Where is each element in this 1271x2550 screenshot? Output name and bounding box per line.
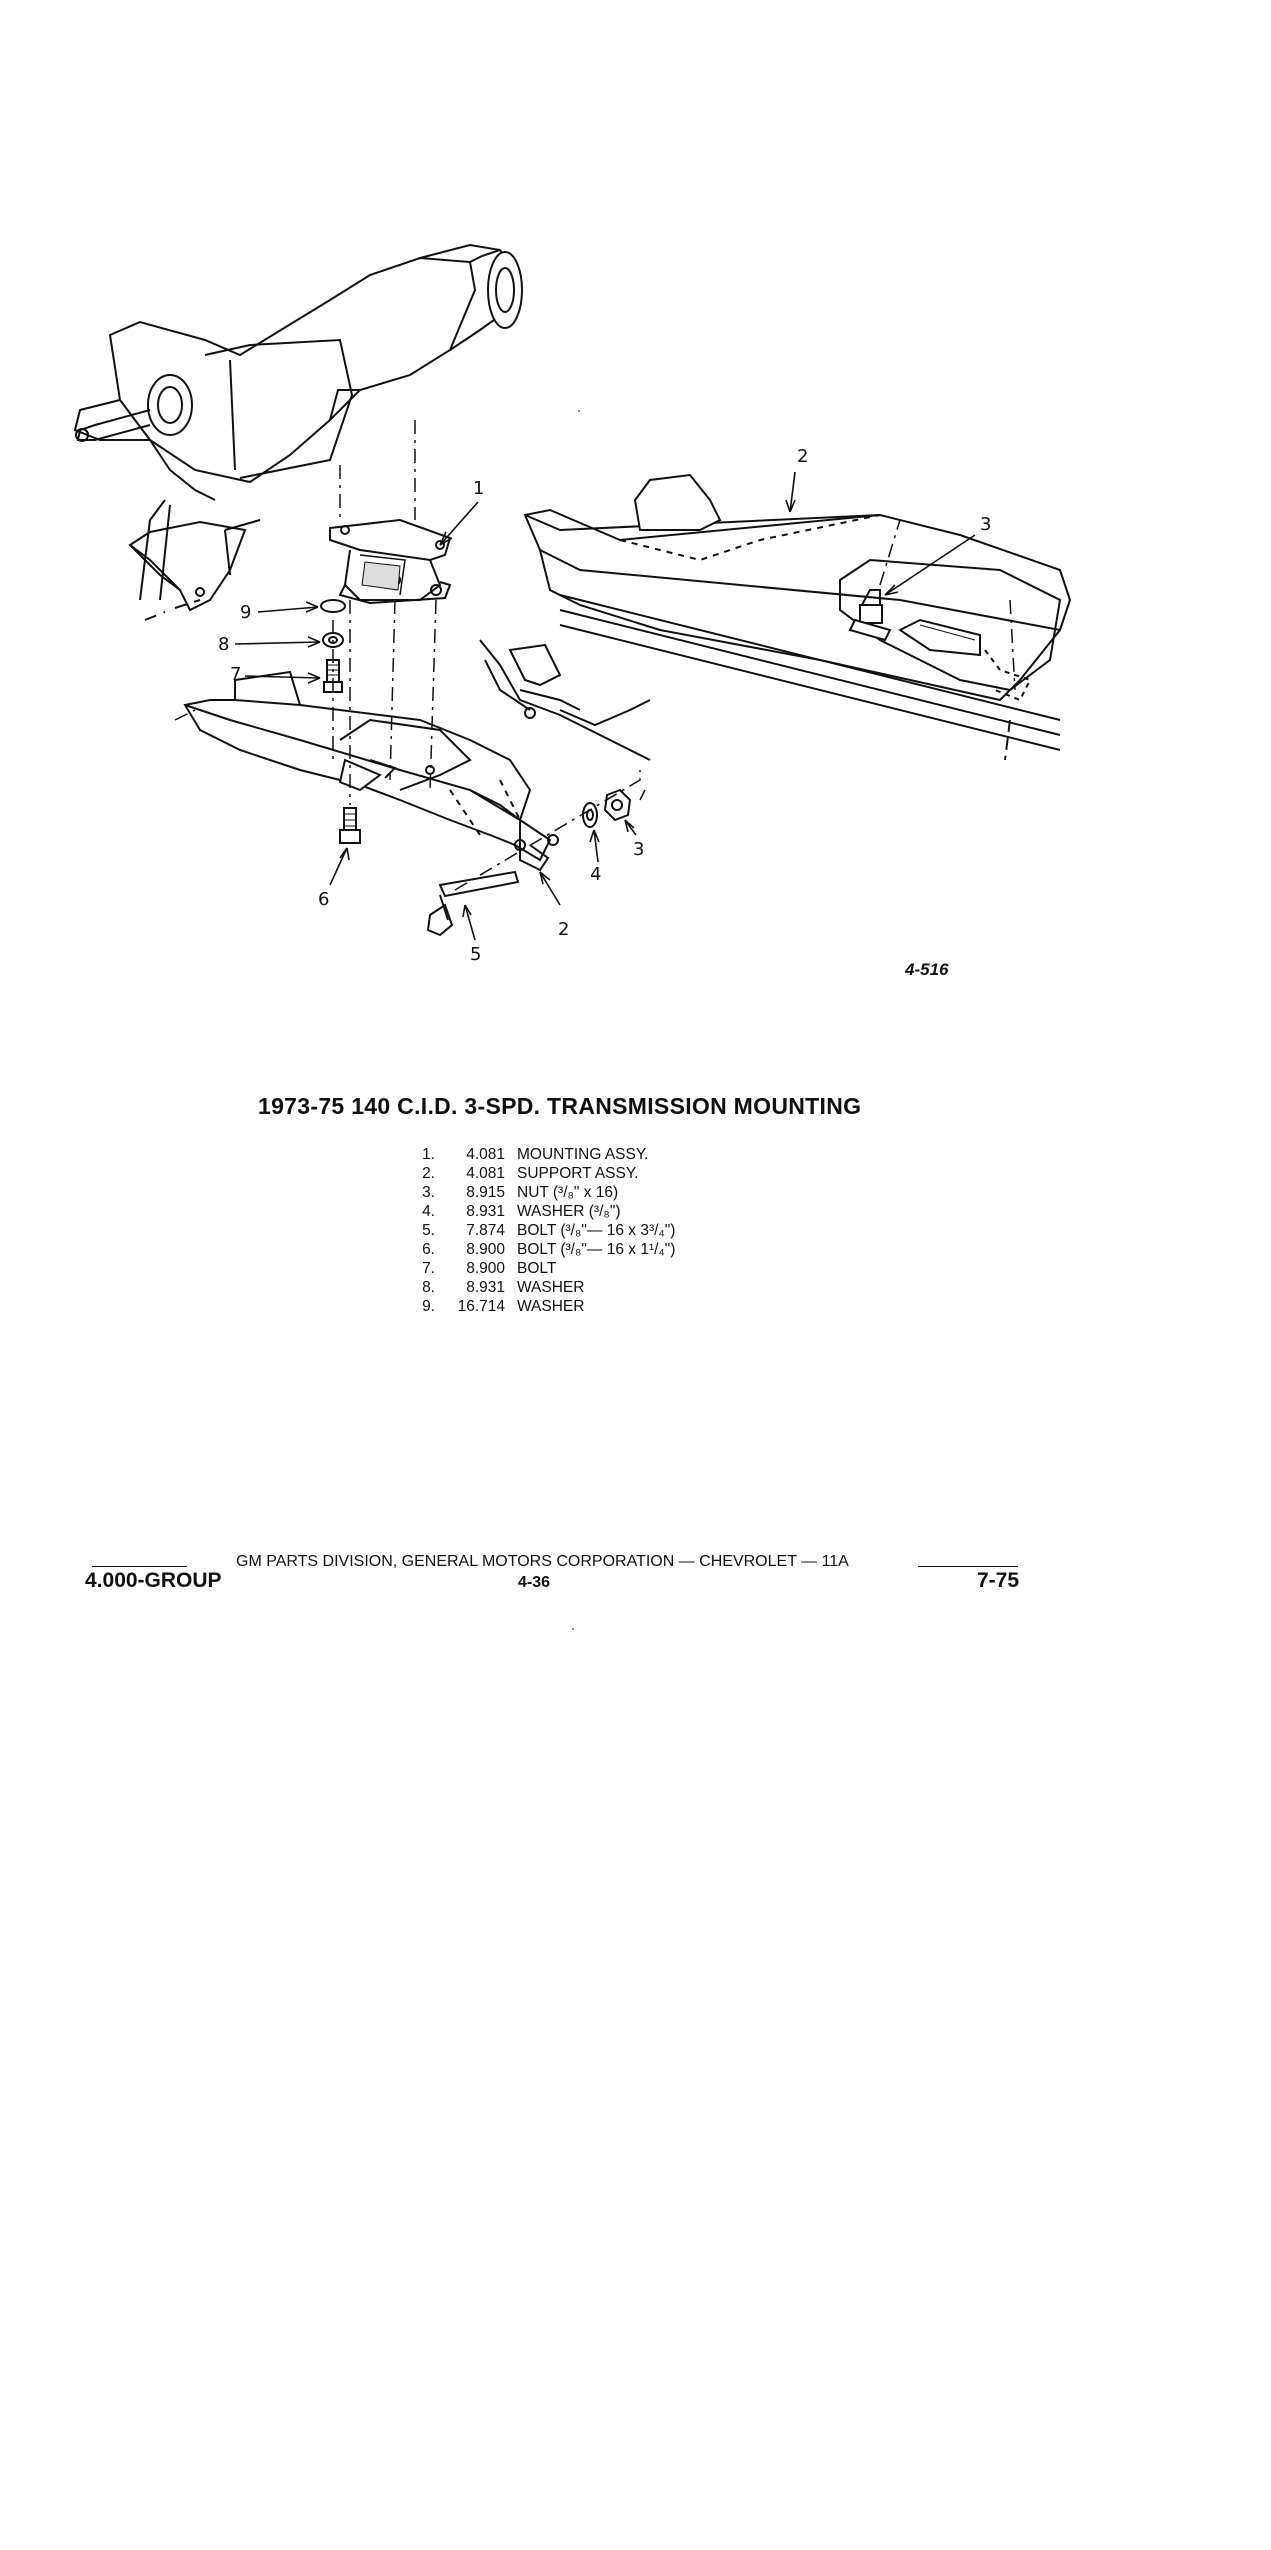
callout-1: 1 bbox=[473, 478, 485, 499]
callout-3-left: 3 bbox=[633, 839, 645, 860]
part-description: MOUNTING ASSY. bbox=[517, 1146, 649, 1163]
callout-9: 9 bbox=[240, 602, 252, 623]
support-assembly-drawing bbox=[185, 672, 558, 870]
part-number: 4. bbox=[422, 1203, 435, 1220]
mounting-assembly-drawing bbox=[330, 520, 450, 603]
parts-list-row bbox=[405, 1202, 675, 1221]
part-description: SUPPORT ASSY. bbox=[517, 1165, 639, 1182]
part-number: 8. bbox=[422, 1279, 435, 1296]
parts-list-row bbox=[405, 1145, 675, 1164]
callout-5: 5 bbox=[470, 944, 482, 965]
part-group: 16.714 bbox=[457, 1298, 505, 1315]
part-description: BOLT bbox=[517, 1260, 557, 1277]
part-group: 8.931 bbox=[466, 1279, 505, 1296]
parts-list-row bbox=[405, 1164, 675, 1183]
section-title: 1973-75 140 C.I.D. 3-SPD. TRANSMISSION MOUNTING bbox=[258, 1093, 862, 1119]
transmission-mounting-illustration bbox=[0, 0, 1271, 1010]
part-number: 5. bbox=[422, 1222, 435, 1239]
footer-rule-left bbox=[92, 1566, 187, 1567]
parts-list-row bbox=[405, 1297, 675, 1316]
part-number: 3. bbox=[422, 1184, 435, 1201]
part-number: 7. bbox=[422, 1260, 435, 1277]
footer-rule-right bbox=[918, 1566, 1018, 1567]
part-description: BOLT (³/₈"— 16 x 3³/₄") bbox=[517, 1222, 676, 1239]
callout-2-right: 2 bbox=[797, 446, 809, 467]
part-group: 8.931 bbox=[466, 1203, 505, 1220]
footer-date: 7-75 bbox=[977, 1569, 1020, 1592]
footer-division: GM PARTS DIVISION, GENERAL MOTORS CORPORATION — CHEVROLET — 11A bbox=[236, 1553, 849, 1570]
callout-7: 7 bbox=[230, 664, 242, 685]
part-number: 9. bbox=[422, 1298, 435, 1315]
parts-list-row bbox=[405, 1278, 675, 1297]
callout-6: 6 bbox=[318, 889, 330, 910]
part-group: 8.915 bbox=[466, 1184, 505, 1201]
transmission-drawing bbox=[75, 245, 522, 620]
figure-number: 4-516 bbox=[905, 960, 949, 979]
part-number: 2. bbox=[422, 1165, 435, 1182]
part-description: WASHER (³/₈") bbox=[517, 1203, 621, 1220]
part-description: BOLT (³/₈"— 16 x 1¹/₄") bbox=[517, 1241, 676, 1258]
part-group: 4.081 bbox=[466, 1146, 505, 1163]
footer-page-number: 4-36 bbox=[518, 1574, 551, 1591]
callout-4: 4 bbox=[590, 864, 602, 885]
part-description: NUT (³/₈" x 16) bbox=[517, 1184, 619, 1201]
part-description: WASHER bbox=[517, 1279, 585, 1296]
parts-list-row bbox=[405, 1183, 675, 1202]
speck bbox=[578, 410, 580, 412]
parts-list-row bbox=[405, 1259, 675, 1278]
parts-list-row bbox=[405, 1221, 675, 1240]
part-number: 6. bbox=[422, 1241, 435, 1258]
part-description: WASHER bbox=[517, 1298, 585, 1315]
callout-2-left: 2 bbox=[558, 919, 570, 940]
speck bbox=[572, 1628, 574, 1630]
part-number: 1. bbox=[422, 1146, 435, 1163]
footer-group: 4.000-GROUP bbox=[85, 1569, 222, 1592]
part-group: 8.900 bbox=[466, 1260, 505, 1277]
part-group: 8.900 bbox=[466, 1241, 505, 1258]
callout-3-right: 3 bbox=[980, 514, 992, 535]
frame-rail-drawing bbox=[480, 640, 650, 760]
part-group: 7.874 bbox=[466, 1222, 505, 1239]
parts-list bbox=[405, 1145, 675, 1316]
parts-list-row bbox=[405, 1240, 675, 1259]
part-group: 4.081 bbox=[466, 1165, 505, 1182]
callout-8: 8 bbox=[218, 634, 230, 655]
